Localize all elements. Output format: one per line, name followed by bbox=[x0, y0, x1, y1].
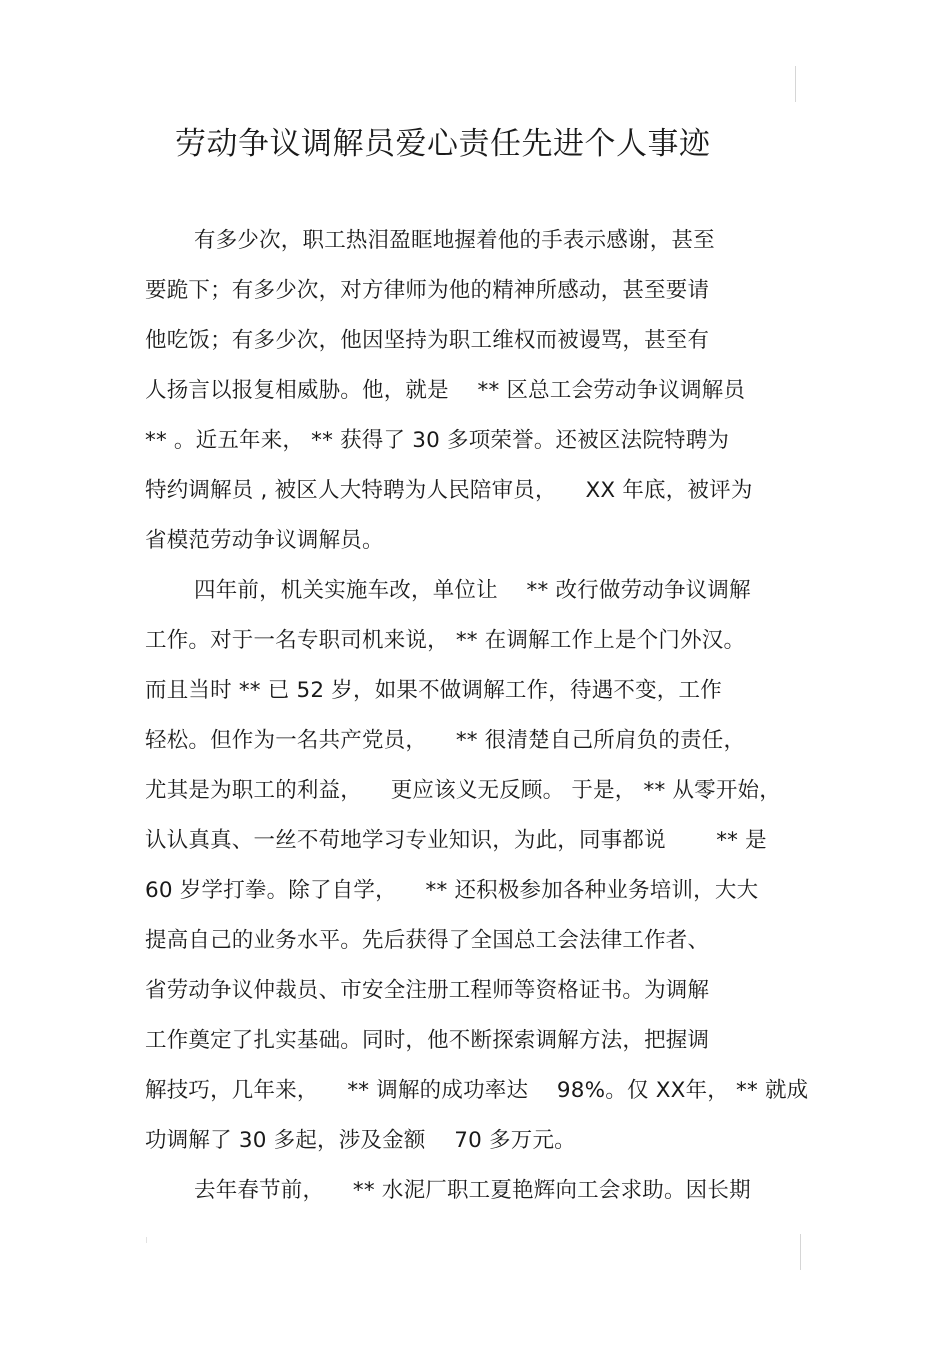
paragraph-line: 解技巧，几年来， ** 调解的成功率达 98%。仅 XX年， ** 就成 bbox=[145, 1078, 809, 1103]
paragraph-line: 特约调解员 , 被区人大特聘为人民陪审员， XX 年底，被评为 bbox=[145, 478, 753, 503]
paragraph-line: 提高自己的业务水平。先后获得了全国总工会法律工作者、 bbox=[145, 928, 710, 953]
paragraph-line: 而且当时 ** 已 52 岁，如果不做调解工作，待遇不变，工作 bbox=[145, 678, 722, 703]
document-title: 劳动争议调解员爱心责任先进个人事迹 bbox=[175, 126, 711, 162]
paragraph-line: 工作。对于一名专职司机来说， ** 在调解工作上是个门外汉。 bbox=[145, 628, 746, 653]
paragraph-line: 省劳动争议仲裁员、市安全注册工程师等资格证书。为调解 bbox=[145, 978, 710, 1003]
page-margin-mark-dot bbox=[146, 1237, 147, 1243]
paragraph-line: ** 。近五年来， ** 获得了 30 多项荣誉。还被区法院特聘为 bbox=[145, 428, 730, 453]
paragraph-line: 要跪下；有多少次，对方律师为他的精神所感动，甚至要请 bbox=[145, 278, 710, 303]
document-body bbox=[145, 222, 815, 1222]
paragraph-line: 人扬言以报复相威胁。他，就是 ** 区总工会劳动争议调解员 bbox=[145, 378, 746, 403]
paragraph-line: 轻松。但作为一名共产党员， ** 很清楚自己所肩负的责任， bbox=[145, 728, 746, 753]
paragraph-line: 去年春节前， ** 水泥厂职工夏艳辉向工会求助。因长期 bbox=[194, 1178, 751, 1203]
paragraph-line: 功调解了 30 多起，涉及金额 70 多万元。 bbox=[145, 1128, 576, 1153]
paragraph-line: 尤其是为职工的利益， 更应该义无反顾。 于是， ** 从零开始， bbox=[145, 778, 781, 803]
paragraph-line: 认认真真、一丝不苟地学习专业知识，为此，同事都说 ** 是 bbox=[145, 828, 767, 853]
paragraph-line: 工作奠定了扎实基础。同时，他不断探索调解方法，把握调 bbox=[145, 1028, 710, 1053]
page-margin-mark-bottom bbox=[800, 1234, 801, 1270]
page-margin-mark-top bbox=[795, 66, 796, 102]
paragraph-line: 有多少次，职工热泪盈眶地握着他的手表示感谢，甚至 bbox=[194, 228, 715, 253]
paragraph-line: 60 岁学打拳。除了自学， ** 还积极参加各种业务培训，大大 bbox=[145, 878, 759, 903]
paragraph-line: 他吃饭；有多少次，他因坚持为职工维权而被谩骂，甚至有 bbox=[145, 328, 710, 353]
paragraph-line: 四年前，机关实施车改，单位让 ** 改行做劳动争议调解 bbox=[194, 578, 751, 603]
paragraph-line: 省模范劳动争议调解员。 bbox=[145, 528, 384, 553]
